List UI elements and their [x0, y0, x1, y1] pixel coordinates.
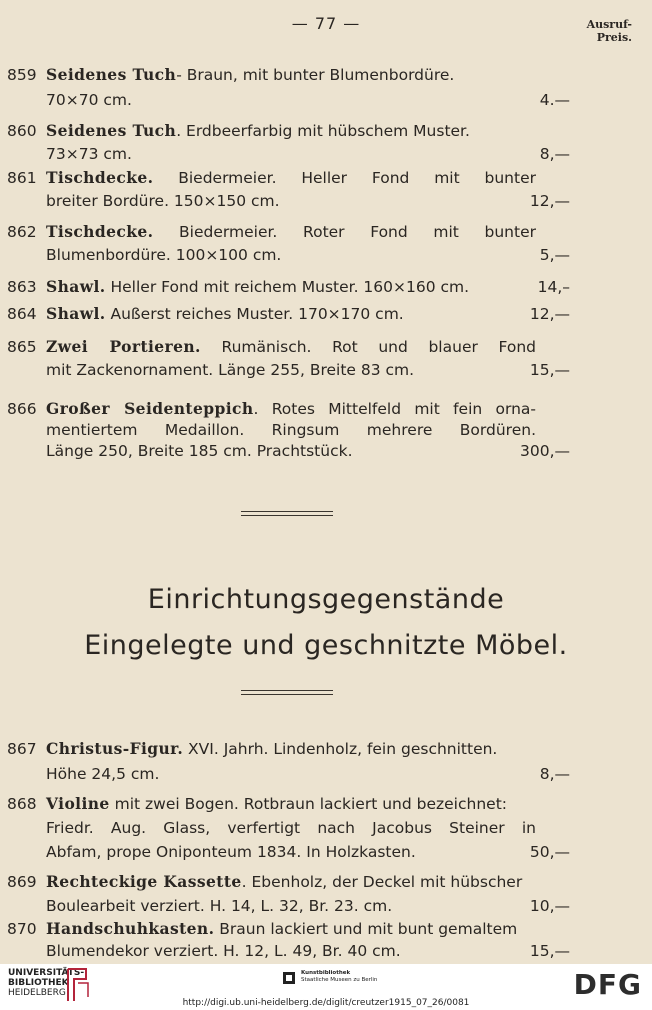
- dfg-logo: DFG: [573, 968, 642, 1001]
- entry-description: - Braun, mit bunter Blumenbordüre.: [176, 66, 455, 84]
- entry-description-line3: Länge 250, Breite 185 cm. Prachtstück.: [46, 442, 353, 460]
- source-url[interactable]: http://digi.ub.uni-heidelberg.de/diglit/creutzer1915_07_26/0081: [182, 998, 470, 1008]
- entry-price: 15,—: [529, 361, 570, 379]
- ub-heidelberg-label: UNIVERSITÄTS- BIBLIOTHEK HEIDELBERG: [8, 968, 85, 998]
- entry-description: Außerst reiches Muster. 170×170 cm.: [105, 305, 404, 323]
- entry-name: Seidenes Tuch: [46, 121, 177, 140]
- entry-description: Biedermeier. Roter Fond mit bunter: [153, 223, 536, 241]
- entry-description: . Ebenholz, der Deckel mit hübscher: [241, 873, 523, 891]
- entry-description: Braun lackiert und mit bunt gemaltem: [214, 920, 518, 938]
- entry-description-line2: Boulearbeit verziert. H. 14, L. 32, Br. 23. cm.: [46, 897, 393, 915]
- entry-name: Zwei Portieren.: [46, 337, 201, 356]
- entry-number: 860: [7, 122, 37, 140]
- entry-price: 10,—: [529, 897, 570, 915]
- entry-price: 300,—: [519, 442, 570, 460]
- entry-description: Rumänisch. Rot und blauer Fond: [200, 338, 536, 356]
- entry-name: Shawl.: [46, 304, 106, 323]
- entry-number: 864: [7, 305, 37, 323]
- entry-price: 15,—: [529, 942, 570, 960]
- entry-price: 8,—: [539, 145, 570, 163]
- entry-price: 8,—: [539, 765, 570, 783]
- kunstbibliothek-label: Kunstbibliothek Staatliche Museen zu Berlin: [301, 970, 378, 983]
- entry-description: XVI. Jahrh. Lindenholz, fein geschnitten.: [183, 740, 498, 758]
- entry-description: . Rotes Mittelfeld mit fein orna-: [253, 400, 536, 418]
- entry-price: 4.—: [539, 91, 570, 109]
- entry-name: Seidenes Tuch: [46, 65, 177, 84]
- section-heading: Einrichtungsgegenstände: [147, 584, 505, 615]
- entry-description-line2: breiter Bordüre. 150×150 cm.: [46, 192, 280, 210]
- entry-name: Handschuhkasten.: [46, 919, 215, 938]
- entry-description-line2: 70×70 cm.: [46, 91, 132, 109]
- section-divider: [241, 690, 333, 695]
- entry-description-line2: Höhe 24,5 cm.: [46, 765, 160, 783]
- entry-name: Tischdecke.: [46, 168, 154, 187]
- entry-number: 863: [7, 278, 37, 296]
- ausruf-preis-header: Ausruf- Preis.: [586, 18, 632, 44]
- entry-number: 861: [7, 169, 37, 187]
- entry-description-line2: Friedr. Aug. Glass, verfertigt nach Jacobus Steiner in: [46, 819, 536, 837]
- entry-price: 12,—: [529, 305, 570, 323]
- page-number: — 77 —: [291, 14, 361, 33]
- entry-description: Heller Fond mit reichem Muster. 160×160 cm.: [105, 278, 470, 296]
- entry-description-line2: 73×73 cm.: [46, 145, 132, 163]
- entry-name: Shawl.: [46, 277, 106, 296]
- entry-description-line3: Abfam, prope Oniponteum 1834. In Holzkasten.: [46, 843, 416, 861]
- section-divider: [241, 511, 333, 516]
- entry-number: 870: [7, 920, 37, 938]
- entry-number: 869: [7, 873, 37, 891]
- entry-description-line2: Blumenbordüre. 100×100 cm.: [46, 246, 282, 264]
- entry-number: 865: [7, 338, 37, 356]
- section-subheading: Eingelegte und geschnitzte Möbel.: [84, 630, 568, 661]
- entry-description: . Erdbeerfarbig mit hübschem Muster.: [176, 122, 470, 140]
- entry-description: Biedermeier. Heller Fond mit bunter: [153, 169, 536, 187]
- entry-description-line2: Blumendekor verziert. H. 12, L. 49, Br. 40 cm.: [46, 942, 401, 960]
- entry-price: 12,—: [529, 192, 570, 210]
- entry-price: 5,—: [539, 246, 570, 264]
- entry-price: 14,–: [537, 278, 570, 296]
- entry-description-line2: mit Zackenornament. Länge 255, Breite 83 cm.: [46, 361, 415, 379]
- entry-name: Tischdecke.: [46, 222, 154, 241]
- entry-number: 867: [7, 740, 37, 758]
- entry-description-line2: mentiertem Medaillon. Ringsum mehrere Bordüren.: [46, 421, 536, 439]
- entry-name: Violine: [46, 794, 110, 813]
- entry-name: Christus-Figur.: [46, 739, 184, 758]
- entry-price: 50,—: [529, 843, 570, 861]
- entry-number: 859: [7, 66, 37, 84]
- entry-name: Rechteckige Kassette: [46, 872, 242, 891]
- entry-name: Großer Seidenteppich: [46, 399, 254, 418]
- entry-number: 862: [7, 223, 37, 241]
- entry-number: 868: [7, 795, 37, 813]
- entry-number: 866: [7, 400, 37, 418]
- kunstbibliothek-logo-icon: [282, 971, 296, 985]
- entry-description: mit zwei Bogen. Rotbraun lackiert und bezeichnet:: [109, 795, 507, 813]
